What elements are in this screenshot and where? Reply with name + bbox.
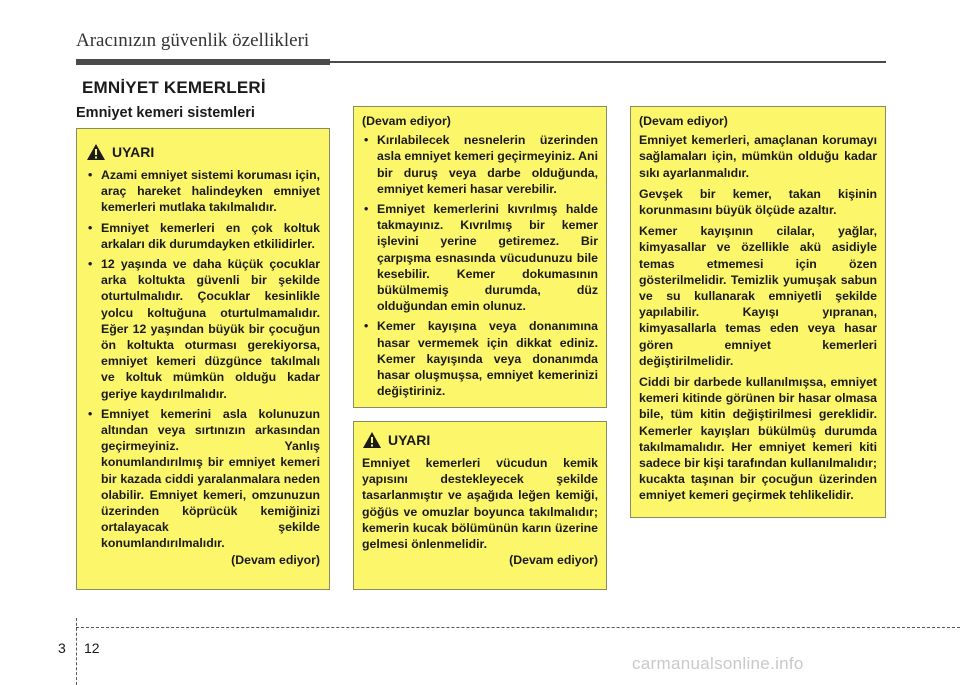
footer-divider xyxy=(76,618,78,685)
list-item: • 12 yaşında ve daha küçük çocuklar arka koltukta güvenli bir şekilde oturtulmalıdır. Çocuklar kesinlikle yolcu koltuğuna oturtulmamalıdır. Eğer 12 yaşından büyük bir çocuğun ön koltukta oturması gerekiyorsa, emniyet kemeri düzgünce takılmalı ve koltuk mümkün olduğu kadar geriye kaydırılmalıdır. xyxy=(86,256,320,402)
warning-triangle-icon xyxy=(362,431,382,449)
list-item: • Azami emniyet sistemi koruması için, araç hareket halindeyken emniyet kemerleri mutlaka takılmalıdır. xyxy=(86,167,320,216)
continued-header: (Devam ediyor) xyxy=(362,114,451,128)
paragraph: Gevşek bir kemer, takan kişinin korunmasını büyük ölçüde azaltır. xyxy=(639,186,877,218)
warning-box-1 xyxy=(76,128,330,590)
footer-rule xyxy=(76,627,960,628)
warning-triangle-icon xyxy=(86,143,106,161)
warning-heading xyxy=(86,143,320,161)
list-item: • Emniyet kemerlerini kıvrılmış halde takmayınız. Kıvrılmış bir kemer işlevini yerine getiremez. Bir çarpışma esnasında vücudunuzu bile kesebilir. Kemer dokumasının bükülmemiş durumda, düz olduğundan emin olunuz. xyxy=(362,201,598,314)
list-item: • Emniyet kemerleri en çok koltuk arkaları dik durumdayken etkilidirler. xyxy=(86,220,320,252)
section-title: EMNİYET KEMERLERİ xyxy=(82,78,266,97)
chapter-title: Aracınızın güvenlik özellikleri xyxy=(76,30,310,51)
page-number: 12 xyxy=(84,640,100,656)
chapter-number: 3 xyxy=(58,640,66,656)
continued-label: (Devam ediyor) xyxy=(509,553,598,568)
subsection-title: Emniyet kemeri sistemleri xyxy=(76,105,255,121)
warning-box-3 xyxy=(353,421,607,590)
paragraph: Emniyet kemerleri, amaçlanan korumayı sağlamaları için, mümkün olduğu kadar sıkı ayarlanmalıdır. xyxy=(639,133,877,180)
warning-text: Emniyet kemerleri vücudun kemik yapısını destekleyecek şekilde tasarlanmıştır ve aşağıda leğen kemiği, göğüs ve omuzlar boyunca takılmalıdır; kemerin kucak bölümünün karın üzerine gelmesi önlenmelidir. xyxy=(362,456,598,552)
list-item: • Kırılabilecek nesnelerin üzerinden asla emniyet kemeri geçirmeyiniz. Ani bir duruş veya darbe olduğunda, emniyet kemeri hasar verebilir. xyxy=(362,132,598,197)
continued-box-4 xyxy=(630,106,886,518)
list-item: • Emniyet kemerini asla kolunuzun altından veya sırtınızın arkasından geçirmeyiniz. Yanlış konumlandırılmış bir emniyet kemeri bir kazada ciddi yaralanmalara neden olabilir. Emniyet kemeri, omzunuzun üzerinden köprücük kemiğinizi ortalayacak şekilde konumlandırılmalıdır. xyxy=(86,406,320,552)
paragraph: Ciddi bir darbede kullanılmışsa, emniyet kemeri kitinde görünen bir hasar olmasa bile, tüm kitin değiştirilmesi gereklidir. Kemerler kayışları bükülmüş durumda takılmamalıdır. Her emniyet kemeri kiti sadece bir kişi tarafından kullanılmalıdır; kucakta taşınan bir çocuğun üzerinden emniyet kemeri geçirmek tehlikelidir. xyxy=(639,375,877,503)
warning-list xyxy=(362,132,598,399)
watermark: carmanualsonline.info xyxy=(632,654,804,673)
warning-list xyxy=(86,167,320,552)
header-rule xyxy=(330,61,886,63)
header-bar xyxy=(76,59,330,65)
warning-label: UYARI xyxy=(112,143,155,160)
list-item: • Kemer kayışına veya donanımına hasar vermemek için dikkat ediniz. Kemer kayışında veya donanımda hasar oluşmuşsa, emniyet kemerinizi değiştiriniz. xyxy=(362,318,598,399)
warning-label: UYARI xyxy=(388,431,431,448)
continued-label: (Devam ediyor) xyxy=(231,552,320,567)
continued-box-2 xyxy=(353,106,607,408)
paragraph: Kemer kayışının cilalar, yağlar, kimyasallar ve özellikle akü asidiyle temas etmemesi için özen gösterilmelidir. Temizlik yumuşak sabun ve su kullanarak emniyetli şekilde yapılabilir. Kayışı yıpranan, kimyasallarla temas eden veya hasar gören emniyet kemerleri değiştirilmelidir. xyxy=(639,224,877,368)
continued-header: (Devam ediyor) xyxy=(639,114,728,128)
warning-heading xyxy=(362,431,598,449)
